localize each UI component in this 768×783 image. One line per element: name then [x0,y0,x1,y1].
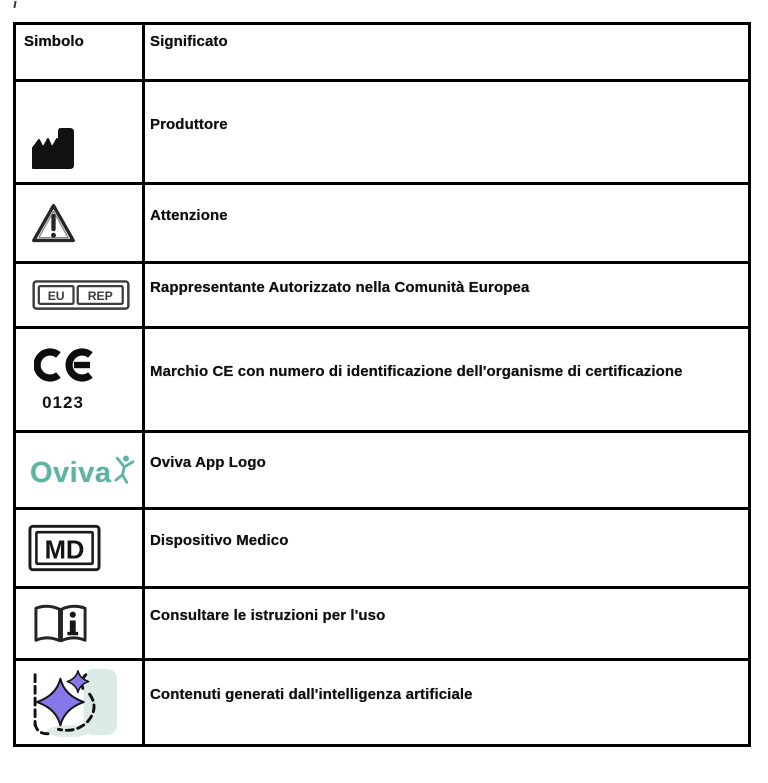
oviva-person-icon [113,452,137,488]
table-row-symbol-eu-rep [16,264,145,329]
eu-rep-icon [30,280,132,310]
table-row-meaning [145,185,748,264]
symbol-glossary-table [13,22,751,747]
meaning-text: Contenuti generati dall'intelligenza artificiale [150,686,473,703]
oviva-logo [30,452,137,488]
column-header-simbolo: Simbolo [24,33,84,50]
rep-box-label: REP [87,289,113,304]
table-row-meaning [145,264,748,329]
table-row-meaning [145,82,748,185]
table-row-meaning [145,510,748,589]
meaning-text: Attenzione [150,206,228,224]
ai-generated-icon [26,665,126,741]
scan-artifact-mark [13,1,16,8]
table-row-symbol-md [16,510,145,589]
md-icon [28,524,101,572]
table-row-meaning [145,433,748,510]
warning-icon [30,200,77,247]
column-header-significato: Significato [150,33,228,50]
table-row-meaning [145,589,748,661]
table-row-symbol-warning [16,185,145,264]
md-letters: MD [44,536,85,565]
table-row-symbol-ai [16,661,145,744]
ce-mark-icon [34,345,98,415]
header-cell-simbolo [16,25,145,82]
consult-ifu-icon [32,601,89,647]
header-cell-significato [145,25,748,82]
manufacturer-icon [30,124,76,170]
meaning-text: Rappresentante Autorizzato nella Comunità Europea [150,278,530,296]
table-row-symbol-oviva [16,433,145,510]
table-row-meaning [145,661,748,744]
eu-box-label: EU [47,289,65,304]
table-row-symbol-ce [16,329,145,433]
table-row-meaning [145,329,748,433]
meaning-text: Produttore [150,115,228,133]
notified-body-number [34,389,98,415]
table-row-symbol-manufacturer [16,82,145,185]
oviva-logo-text: Oviva [30,457,112,489]
ce-mark-letters [34,345,98,389]
table-row-symbol-ifu [16,589,145,661]
meaning-text: Dispositivo Medico [150,531,289,549]
svg-text:0123: 0123 [42,392,84,412]
meaning-text: Marchio CE con numero di identificazione dell'organisme di certificazione [150,363,683,380]
meaning-text: Consultare le istruzioni per l'uso [150,607,386,624]
meaning-text: Oviva App Logo [150,453,266,471]
